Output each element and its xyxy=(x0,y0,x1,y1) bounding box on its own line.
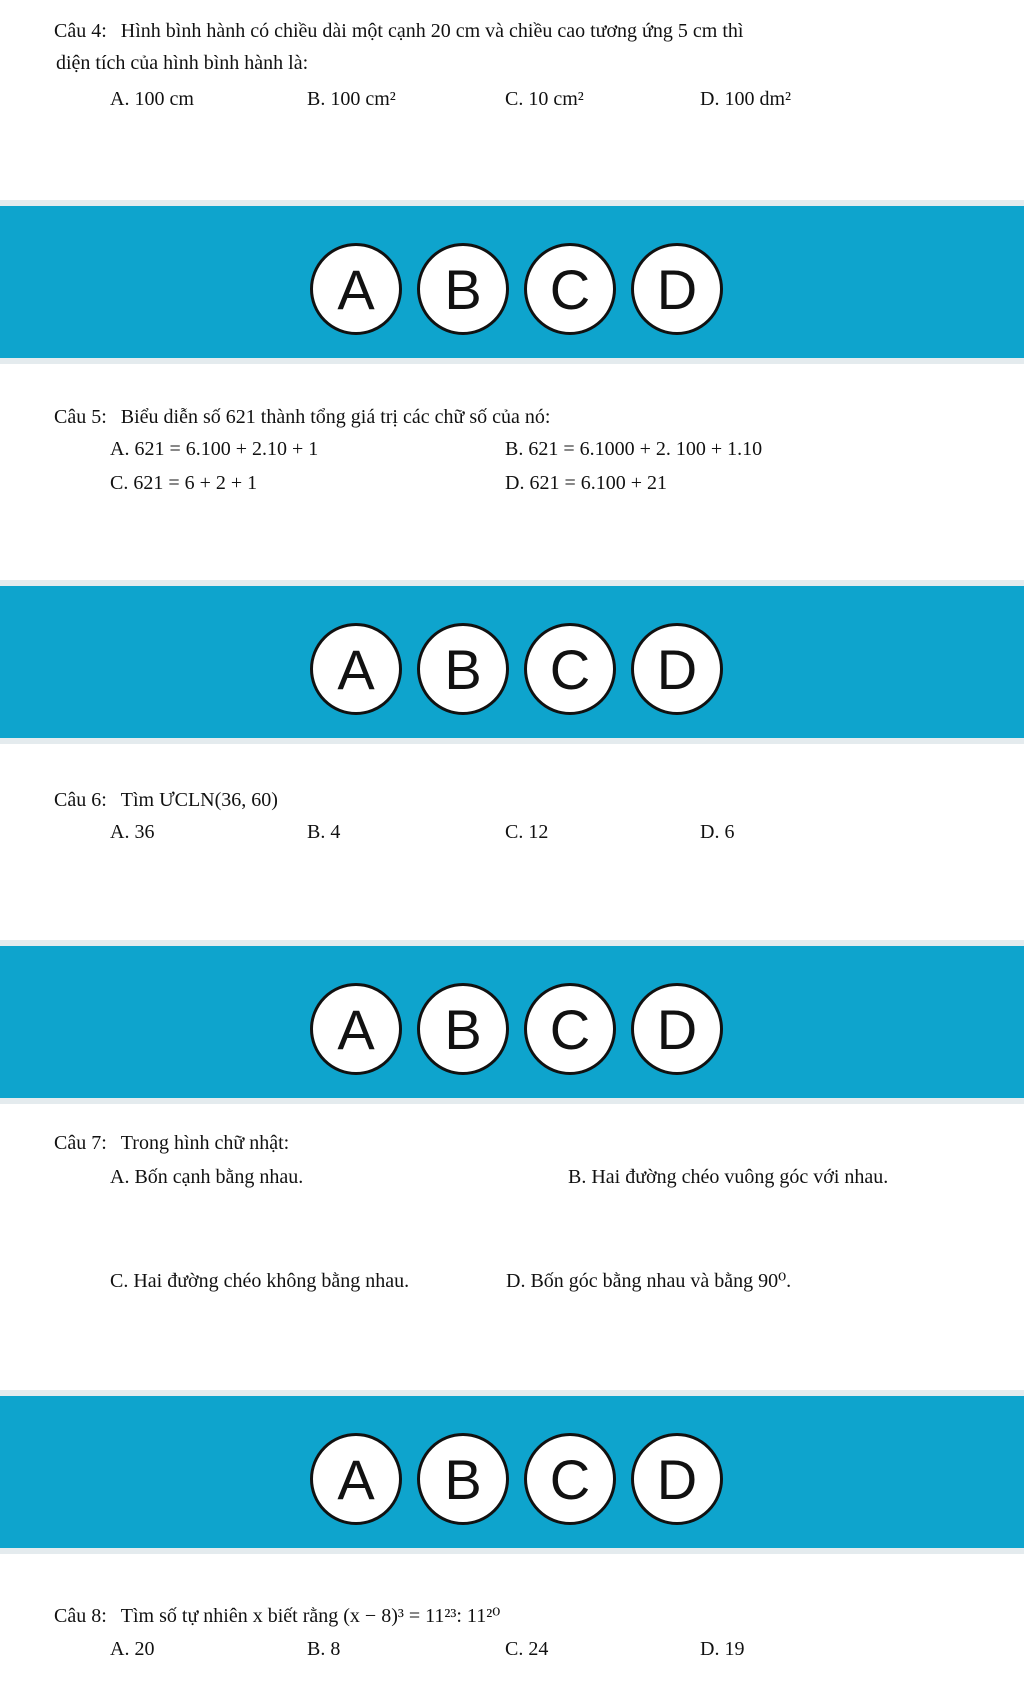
option-c: C. 621 = 6 + 2 + 1 xyxy=(110,472,258,494)
answer-button-a[interactable]: A xyxy=(310,623,402,715)
question-text: Câu 4: Hình bình hành có chiều dài một cạnh 20 cm và chiều cao tương ứng 5 cm thì xyxy=(54,20,744,42)
question-text: Câu 5: Biểu diễn số 621 thành tổng giá trị các chữ số của nó: xyxy=(54,406,551,428)
option-a: A. 20 xyxy=(110,1638,155,1660)
answer-button-d[interactable]: D xyxy=(631,623,723,715)
question-card-6 xyxy=(0,750,1024,940)
option-c: C. 12 xyxy=(505,821,549,843)
answer-bar xyxy=(0,200,1024,364)
option-c: C. 24 xyxy=(505,1638,549,1660)
answer-bar xyxy=(0,940,1024,1104)
answer-button-c[interactable]: C xyxy=(524,1433,616,1525)
option-b: B. 621 = 6.1000 + 2. 100 + 1.10 xyxy=(505,438,763,460)
answer-button-b[interactable]: B xyxy=(417,243,509,335)
question-text: Câu 7: Trong hình chữ nhật: xyxy=(54,1132,290,1154)
answer-button-c[interactable]: C xyxy=(524,983,616,1075)
option-b: B. Hai đường chéo vuông góc với nhau. xyxy=(568,1166,889,1188)
question-card-7 xyxy=(0,1110,1024,1390)
option-a: A. Bốn cạnh bằng nhau. xyxy=(110,1166,304,1188)
question-text: Câu 6: Tìm ƯCLN(36, 60) xyxy=(54,789,278,811)
answer-button-a[interactable]: A xyxy=(310,1433,402,1525)
question-text-cont: diện tích của hình bình hành là: xyxy=(56,52,309,74)
answer-button-c[interactable]: C xyxy=(524,243,616,335)
question-card-5 xyxy=(0,370,1024,580)
option-d: D. Bốn góc bằng nhau và bằng 90⁰. xyxy=(506,1270,792,1292)
answer-bar xyxy=(0,580,1024,744)
option-a: A. 621 = 6.100 + 2.10 + 1 xyxy=(110,438,319,460)
question-text: Câu 8: Tìm số tự nhiên x biết rằng (x − 8)³ = 11²³: 11²⁰ xyxy=(54,1605,501,1627)
answer-button-b[interactable]: B xyxy=(417,983,509,1075)
answer-button-a[interactable]: A xyxy=(310,243,402,335)
question-card-8 xyxy=(0,1560,1024,1698)
answer-button-b[interactable]: B xyxy=(417,623,509,715)
option-a: A. 100 cm xyxy=(110,88,194,110)
answer-button-d[interactable]: D xyxy=(631,1433,723,1525)
answer-button-a[interactable]: A xyxy=(310,983,402,1075)
option-b: B. 100 cm² xyxy=(307,88,396,110)
option-d: D. 100 dm² xyxy=(700,88,791,110)
answer-bar xyxy=(0,1390,1024,1554)
answer-button-d[interactable]: D xyxy=(631,983,723,1075)
option-b: B. 8 xyxy=(307,1638,341,1660)
option-c: C. 10 cm² xyxy=(505,88,584,110)
option-d: D. 19 xyxy=(700,1638,745,1660)
answer-button-c[interactable]: C xyxy=(524,623,616,715)
answer-button-d[interactable]: D xyxy=(631,243,723,335)
option-a: A. 36 xyxy=(110,821,155,843)
option-d: D. 621 = 6.100 + 21 xyxy=(505,472,668,494)
option-c: C. Hai đường chéo không bằng nhau. xyxy=(110,1270,410,1292)
option-d: D. 6 xyxy=(700,821,735,843)
answer-button-b[interactable]: B xyxy=(417,1433,509,1525)
option-b: B. 4 xyxy=(307,821,341,843)
question-card-4 xyxy=(0,0,1024,200)
